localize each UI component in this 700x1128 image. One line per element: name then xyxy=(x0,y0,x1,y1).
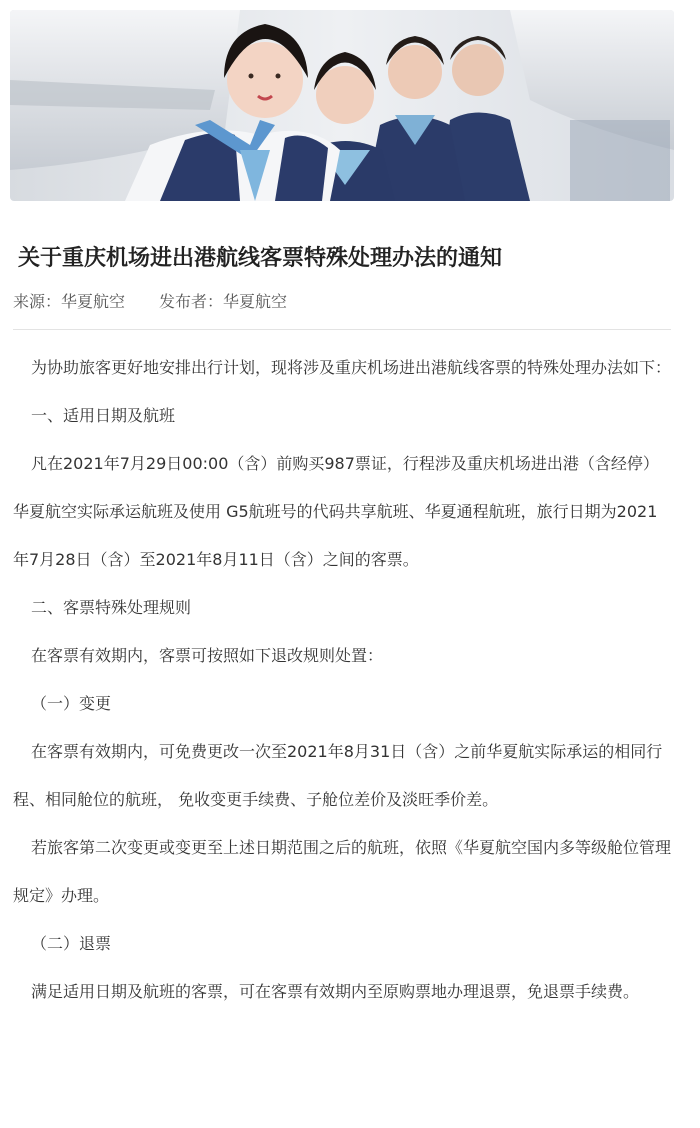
article-body xyxy=(13,344,673,1016)
paragraph-rules-intro: 在客票有效期内，客票可按照如下退改规则处置： xyxy=(31,646,384,665)
publisher-label: 发布者： xyxy=(159,292,224,311)
source-label: 来源： xyxy=(13,292,62,311)
page-title: 关于重庆机场进出港航线客票特殊处理办法的通知 xyxy=(18,246,503,271)
paragraph-change-1: 在客票有效期内，可免费更改一次至2021年8月31日（含）之前华夏航实际承运的相同行程、相同舱位的航班， 免收变更手续费、子舱位差价及淡旺季价差。 xyxy=(13,742,663,809)
publisher-value: 华夏航空 xyxy=(223,292,288,311)
source-value: 华夏航空 xyxy=(61,292,126,311)
paragraph-intro: 为协助旅客更好地安排出行计划，现将涉及重庆机场进出港航线客票的特殊处理办法如下： xyxy=(31,358,672,377)
paragraph-scope: 凡在2021年7月29日00:00（含）前购买987票证，行程涉及重庆机场进出港（含经停）华夏航空实际承运航班及使用 G5航班号的代码共享航班、华夏通程航班，旅行日期为2021年7月28日（含）至2021年8月11日（含）之间的客票。 xyxy=(13,454,659,569)
banner-image xyxy=(10,10,674,201)
paragraph-change-2: 若旅客第二次变更或变更至上述日期范围之后的航班，依照《华夏航空国内多等级舱位管理规定》办理。 xyxy=(13,838,672,905)
section-heading-2: 二、客票特殊处理规则 xyxy=(31,598,192,617)
divider xyxy=(13,329,671,330)
section-heading-1: 一、适用日期及航班 xyxy=(31,406,176,425)
subsection-change: （一）变更 xyxy=(31,694,112,713)
subsection-refund: （二）退票 xyxy=(31,934,112,953)
paragraph-refund: 满足适用日期及航班的客票，可在客票有效期内至原购票地办理退票，免退票手续费。 xyxy=(31,982,640,1001)
article-meta xyxy=(13,290,287,314)
